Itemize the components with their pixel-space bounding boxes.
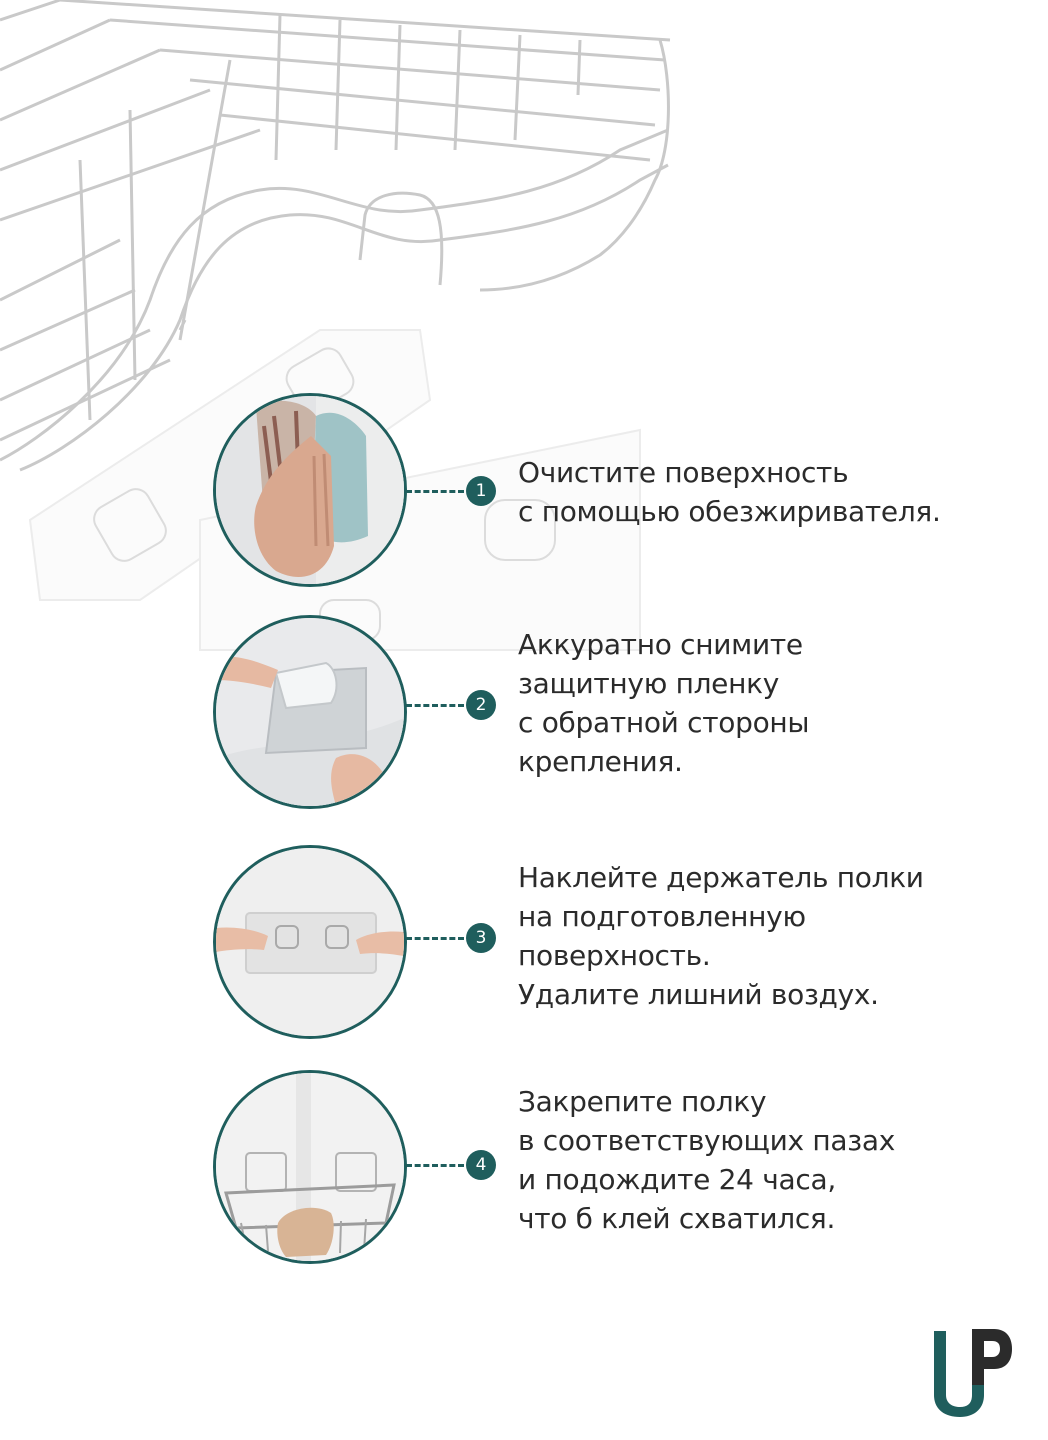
- cleaning-cloth-photo: [213, 393, 407, 587]
- step-text-line: с обратной стороны: [518, 706, 810, 739]
- step-number-badge: 4: [466, 1150, 496, 1180]
- step-text-line: Аккуратно снимите: [518, 628, 803, 661]
- step-connector: [406, 937, 464, 940]
- step-text-line: Очистите поверхность: [518, 456, 849, 489]
- step-connector: [406, 704, 464, 707]
- step-text-line: крепления.: [518, 745, 683, 778]
- step-text-line: поверхность.: [518, 939, 711, 972]
- step-1: [0, 393, 1048, 593]
- step-number-badge: 3: [466, 923, 496, 953]
- sticking-holder-photo: [213, 845, 407, 1039]
- step-text-line: защитную пленку: [518, 667, 779, 700]
- step-text-line: в соответствующих пазах: [518, 1124, 895, 1157]
- brand-logo: [928, 1325, 1012, 1417]
- step-connector: [406, 1164, 464, 1167]
- step-text: [518, 453, 1018, 531]
- step-3: [0, 845, 1048, 1045]
- step-text: [518, 858, 1018, 1014]
- step-text-line: и подождите 24 часа,: [518, 1163, 836, 1196]
- step-number-badge: 2: [466, 690, 496, 720]
- step-text: [518, 625, 1018, 781]
- step-text-line: Наклейте держатель полки: [518, 861, 924, 894]
- peeling-film-photo: [213, 615, 407, 809]
- step-text-line: на подготовленную: [518, 900, 806, 933]
- step-2: [0, 615, 1048, 815]
- step-text: [518, 1082, 1018, 1238]
- step-connector: [406, 490, 464, 493]
- step-text-line: Удалите лишний воздух.: [518, 978, 879, 1011]
- step-text-line: с помощью обезжиривателя.: [518, 495, 941, 528]
- step-4: [0, 1070, 1048, 1270]
- step-text-line: Закрепите полку: [518, 1085, 767, 1118]
- mounted-shelf-photo: [213, 1070, 407, 1264]
- step-number-badge: 1: [466, 476, 496, 506]
- step-text-line: что б клей схватился.: [518, 1202, 836, 1235]
